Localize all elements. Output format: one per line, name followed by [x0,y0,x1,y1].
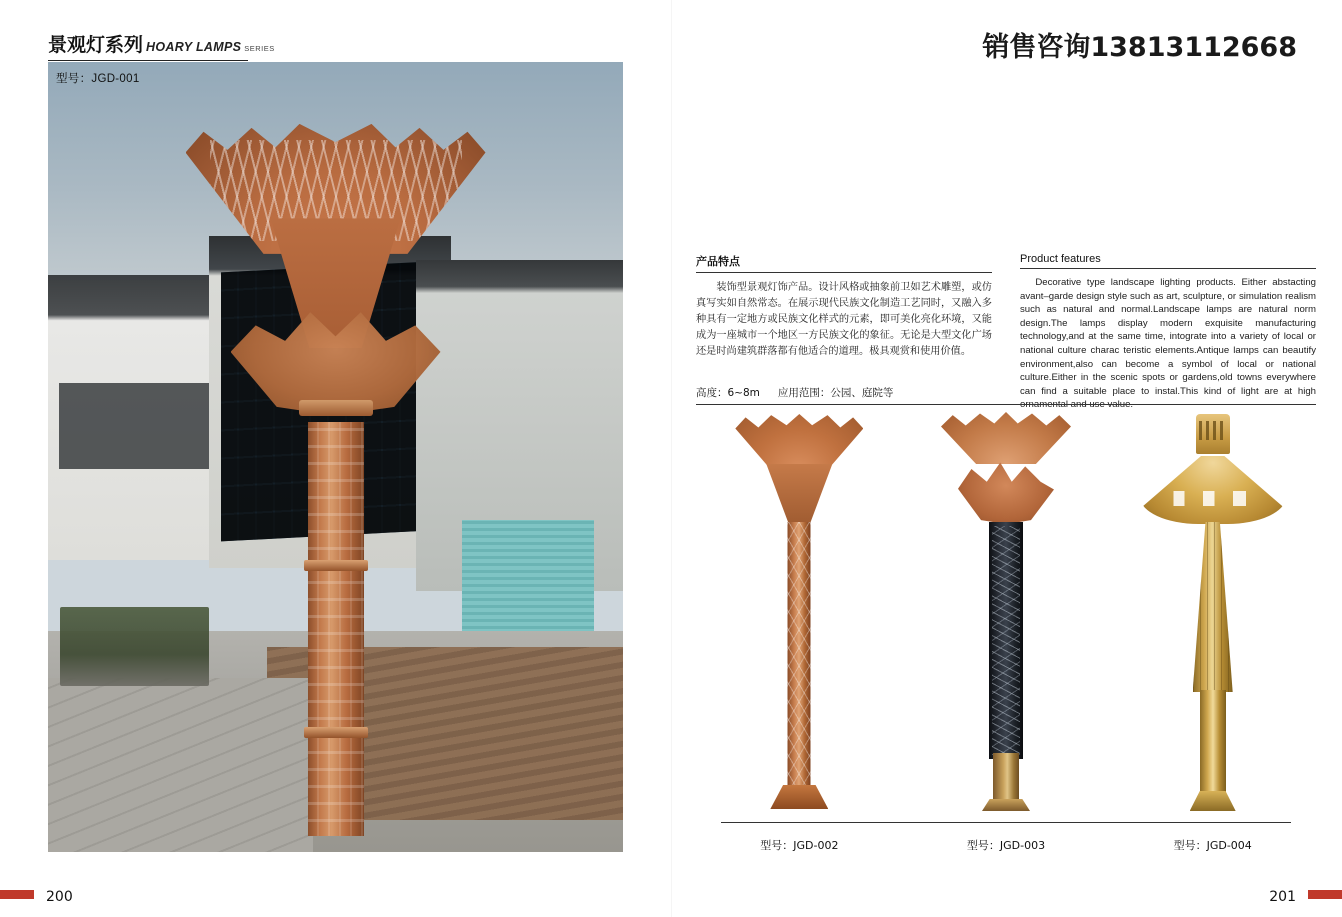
jgd004-base [1190,791,1236,811]
features-title-en: Product features [1020,253,1316,269]
jgd002-pole [788,522,811,791]
product-thumbnail-row [696,405,1316,865]
features-title-cn: 产品特点 [696,253,992,273]
product-jgd-004 [1109,405,1316,865]
lamp-pole-ring-lower [304,727,368,738]
series-title-en-sub: SERIES [244,44,275,53]
series-title-cn-suffix: 系列 [105,34,144,56]
product-jgd-002 [696,405,903,865]
spec-application: 应用范围：公园、庭院等 [777,387,894,399]
main-photo-model-label: 型号：JGD-001 [56,73,140,85]
lamp-collar [299,400,373,416]
product-figure-jgd-002 [696,410,903,817]
jgd003-dragon-column [989,522,1023,759]
product-caption-jgd-002: 型号：JGD-002 [760,839,839,852]
footer-left [0,879,200,917]
series-title-cn: 景观灯 [48,34,106,56]
product-figure-jgd-003 [903,410,1110,817]
sales-phone: 销售咨询13813112668 [982,32,1297,63]
lamp-neck [271,218,401,348]
jgd004-shade [1140,456,1286,524]
jgd004-finial [1196,414,1230,454]
jgd002-base [770,785,828,809]
features-body-cn: 装饰型景观灯饰产品。设计风格或抽象前卫如艺术雕塑，或仿真写实如自然常态。在展示现代民族文化制造工艺同时，又融入多种具有一定地方或民族文化样式的元素，即可美化亮化环境，又能成为一座城市一个地区一方民族文化的象征。无论是大型文化广场还是时尚建筑群落都有他适合的道理。极具观赏和使用价值。 [696,282,992,357]
product-caption-jgd-003: 型号：JGD-003 [966,839,1046,852]
series-title-en: HOARY LAMPS [146,40,242,54]
right-page [671,0,1342,917]
main-product-photo [48,62,623,852]
product-jgd-003 [903,405,1110,865]
jgd003-lower-pole [993,753,1019,805]
spec-height: 高度：6~8m [696,387,760,399]
jgd002-neck [766,464,832,524]
product-figure-jgd-004 [1109,410,1316,817]
jgd003-crown [941,412,1071,464]
lamp-pole [308,422,364,836]
jgd003-phoenix-ornament [958,460,1054,524]
series-header [48,30,275,61]
page-number-right: 201 [1269,889,1296,905]
features-body-en: Decorative type landscape lighting products. Either abstacting avant–garde design style such as art, sculpture, or simulation realism such as natural and normal.Landscape lamps are natural norm design.The lamps display modern exquisite manufacturing technology,and at the same time, intograte into a variety of local or national culture charac teristic elements.Antique lamps can beautify environment,also can become a symbol of local or national culture.Either in the scenic spots or gardens,old towns everywhere can find a suitable place to instal.This kind of light are at high ornamental and use value. [1020,277,1316,411]
jgd004-stem [1193,522,1233,692]
jgd003-base [982,799,1030,811]
spec-bar [696,385,1316,405]
page-accent-bar-right [1308,890,1342,899]
page-number-left: 200 [46,889,73,905]
footer-right [1142,879,1342,917]
jgd002-crown [735,414,863,470]
caption-divider-rule [721,822,1291,823]
lamp-pole-ring-upper [304,560,368,571]
jgd004-pole [1200,690,1226,793]
page-accent-bar-left [0,890,34,899]
product-caption-jgd-004: 型号：JGD-004 [1173,839,1252,852]
landscape-lamp-jgd-001 [171,109,501,836]
